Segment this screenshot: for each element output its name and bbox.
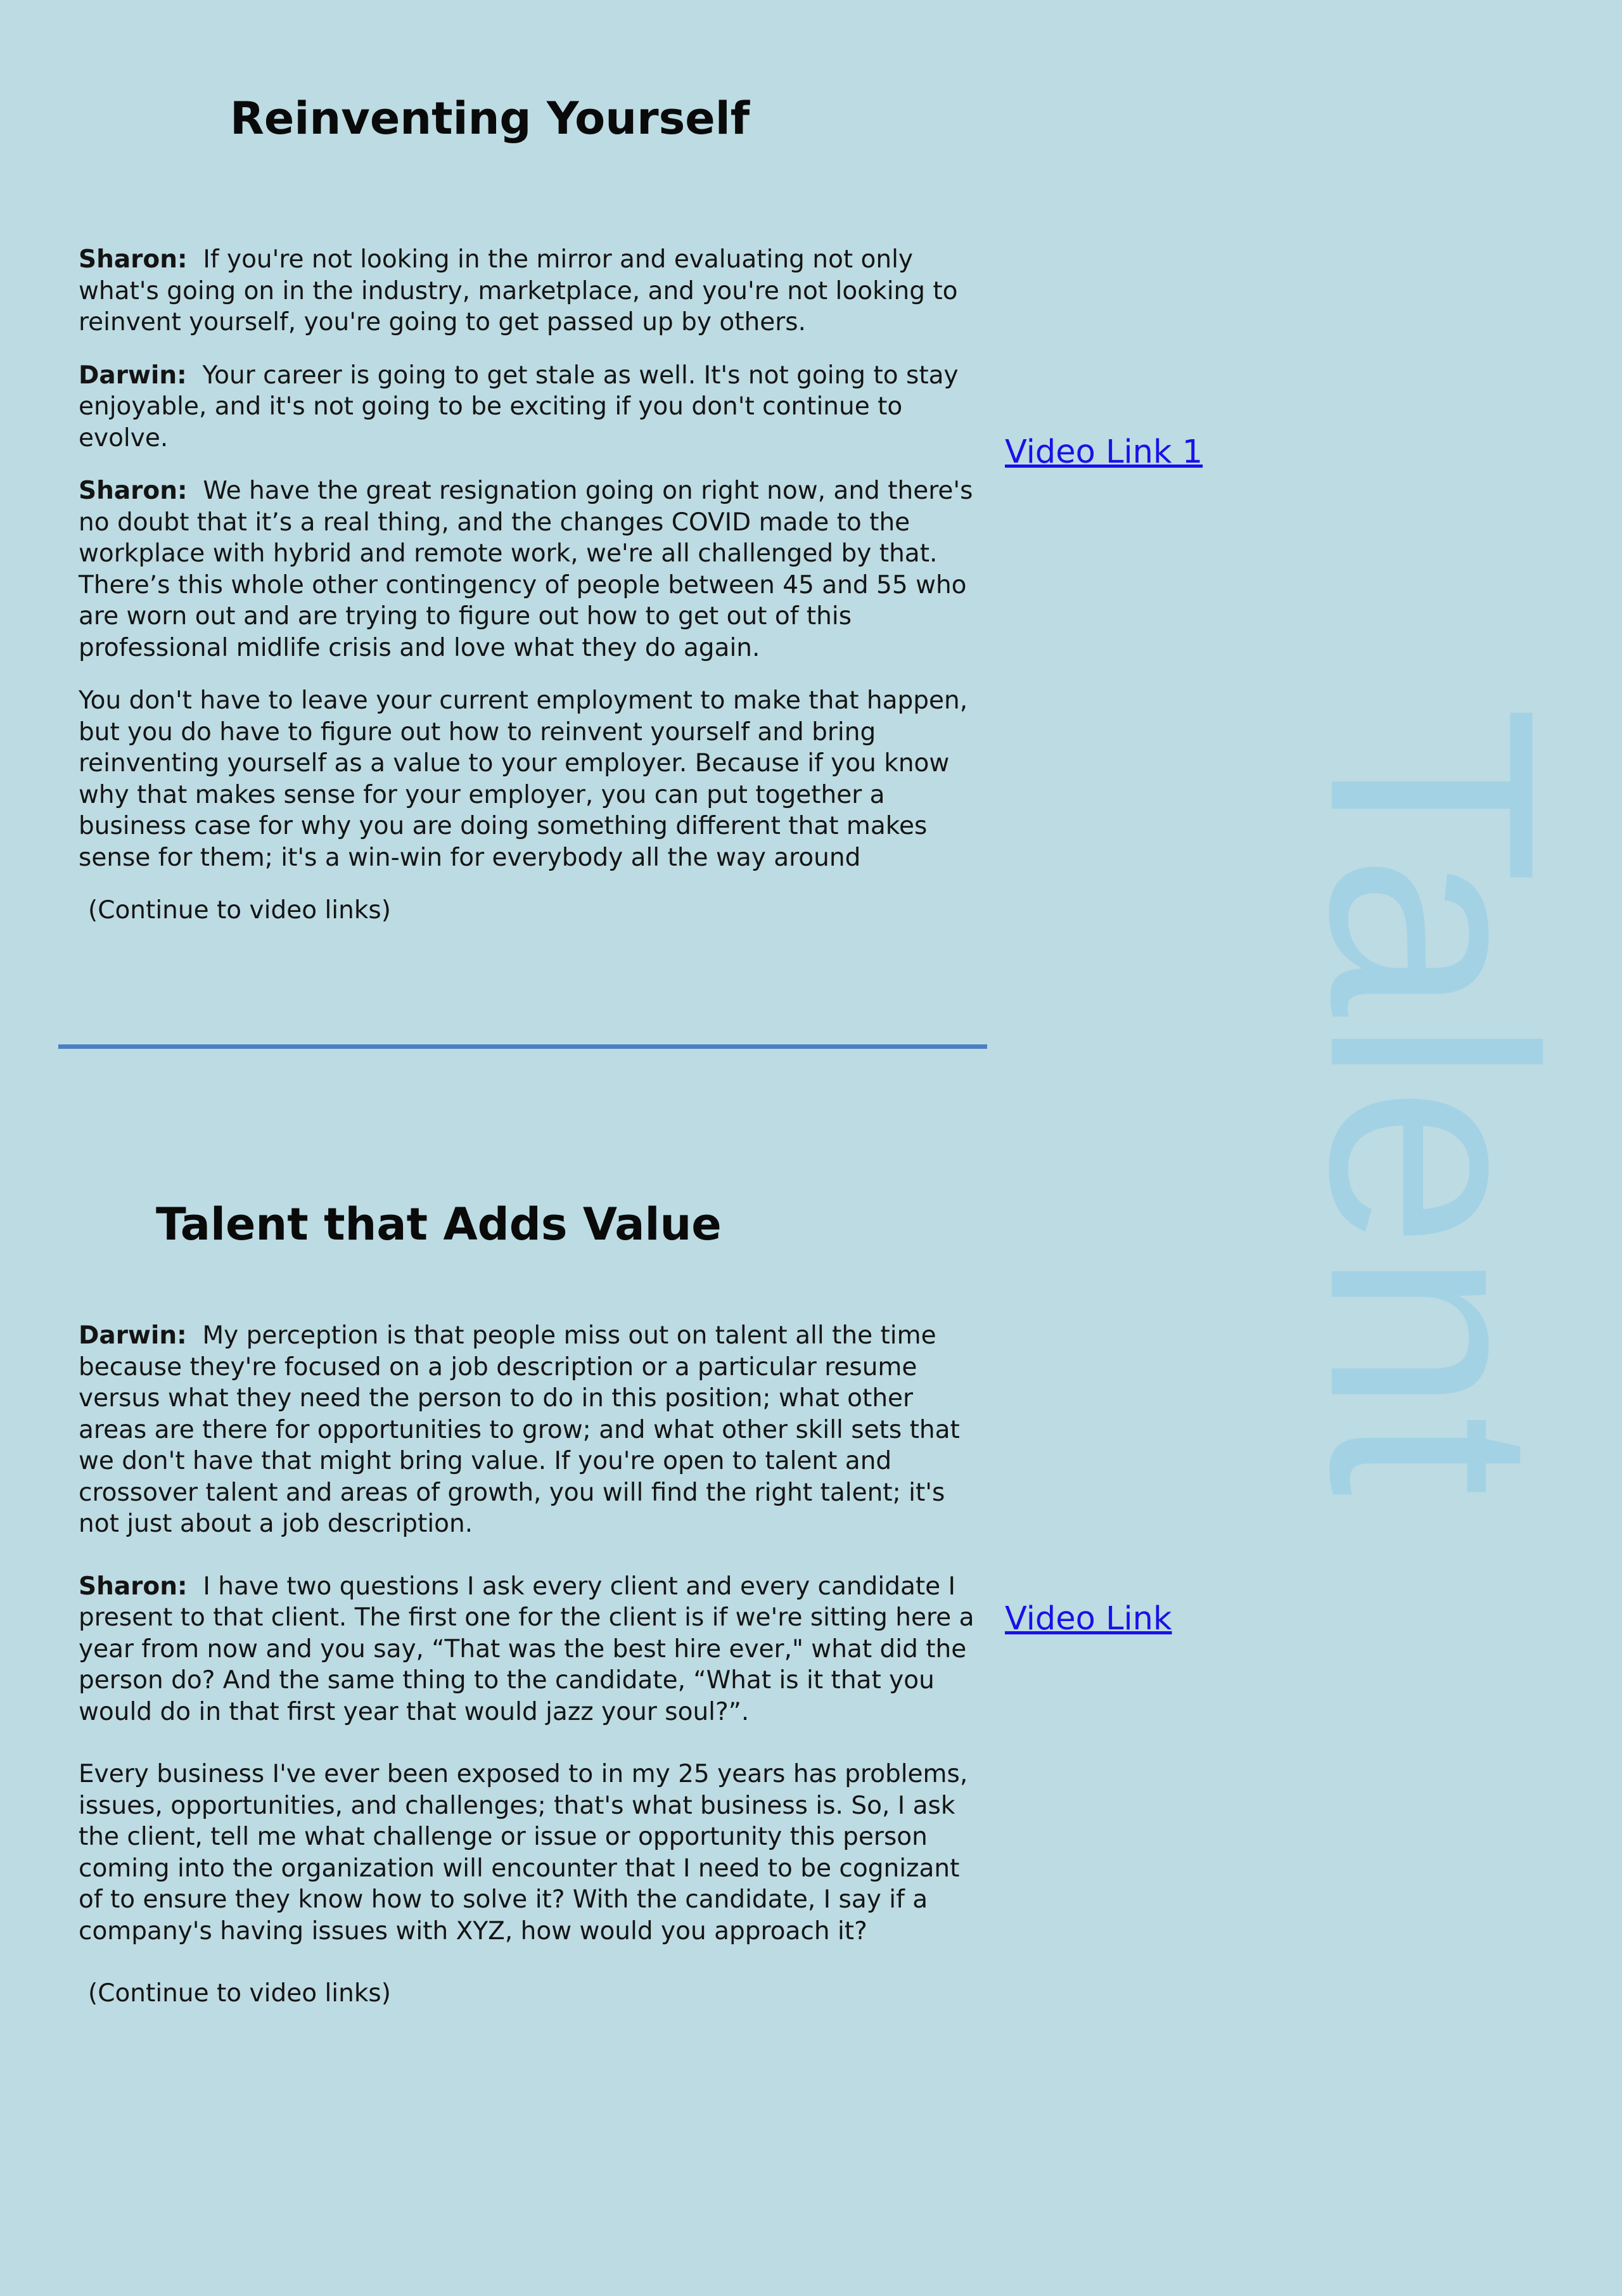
video-link-2[interactable]: Video Link bbox=[1005, 1600, 1172, 1638]
paragraph-text: We have the great resignation going on right now, and there's no doubt that it’s a real thing, and the changes COVID made to the workplace with hybrid and remote work, we're all challenged by that. There’s this whole other contingency of people between 45 and 55 who are worn out and are trying to figure out how to get out of this professional midlife crisis and love what they do again. bbox=[79, 477, 973, 662]
paragraph-text: Your career is going to get stale as well. It's not going to stay enjoyable, and it's not going to be exciting if you don't continue to evolve. bbox=[79, 361, 959, 452]
paragraph-text: Every business I've ever been exposed to in my 25 years has problems, issues, opportunities, and challenges; that's what business is. So, I ask the client, tell me what challenge or issue or opportunity this person coming into the organization will encounter that I need to be cognizant of to ensure they know how to solve it? With the candidate, I say if a company's having issues with XYZ, how would you approach it? bbox=[79, 1760, 968, 1946]
section-body-talent bbox=[79, 1320, 985, 2041]
section-title-reinventing: Reinventing Yourself bbox=[230, 93, 750, 144]
section-body-reinventing bbox=[79, 244, 985, 948]
paragraph bbox=[79, 360, 985, 454]
speaker-label: Darwin: bbox=[79, 1321, 187, 1350]
paragraph-text: You don't have to leave your current employment to make that happen, but you do have to figure out how to reinvent yourself and bring reinventing yourself as a value to your employer. Because if you know why that makes sense for your employer, you can put together a business case for why you are doing something different that makes sense for them; it's a win-win for everybody all the way around bbox=[79, 686, 968, 872]
paragraph bbox=[79, 475, 985, 664]
paragraph bbox=[79, 1759, 985, 1947]
paragraph-text: My perception is that people miss out on talent all the time because they're focused on a job description or a particular resume versus what they need the person to do in this position; what other areas are there for opportunities to grow; and what other skill sets that we don't have that might bring value. If you're open to talent and crossover talent and areas of growth, you will find the right talent; it's not just about a job description. bbox=[79, 1321, 960, 1538]
section-divider bbox=[58, 1044, 987, 1049]
watermark-text: Talent bbox=[1270, 706, 1595, 1499]
paragraph-text: If you're not looking in the mirror and evaluating not only what's going on in the industry, marketplace, and you're not looking to reinvent yourself, you're going to get passed up by others. bbox=[79, 245, 958, 337]
paragraph bbox=[79, 685, 985, 873]
continue-note: (Continue to video links) bbox=[88, 1979, 391, 2008]
speaker-label: Sharon: bbox=[79, 1572, 188, 1601]
paragraph-text: I have two questions I ask every client and every candidate I present to that client. The first one for the client is if we're sitting here a year from now and you say, “That was the best hire ever," what did the person do? And the same thing to the candidate, “What is it that you would do in that first year that would jazz your soul?”. bbox=[79, 1572, 974, 1726]
section-title-talent: Talent that Adds Value bbox=[156, 1198, 722, 1250]
continue-note: (Continue to video links) bbox=[88, 896, 391, 925]
video-link-1[interactable]: Video Link 1 bbox=[1005, 433, 1203, 471]
paragraph bbox=[79, 1320, 985, 1540]
speaker-label: Darwin: bbox=[79, 361, 187, 390]
speaker-label: Sharon: bbox=[79, 477, 188, 505]
speaker-label: Sharon: bbox=[79, 245, 188, 274]
paragraph bbox=[79, 1571, 985, 1728]
paragraph bbox=[79, 244, 985, 338]
